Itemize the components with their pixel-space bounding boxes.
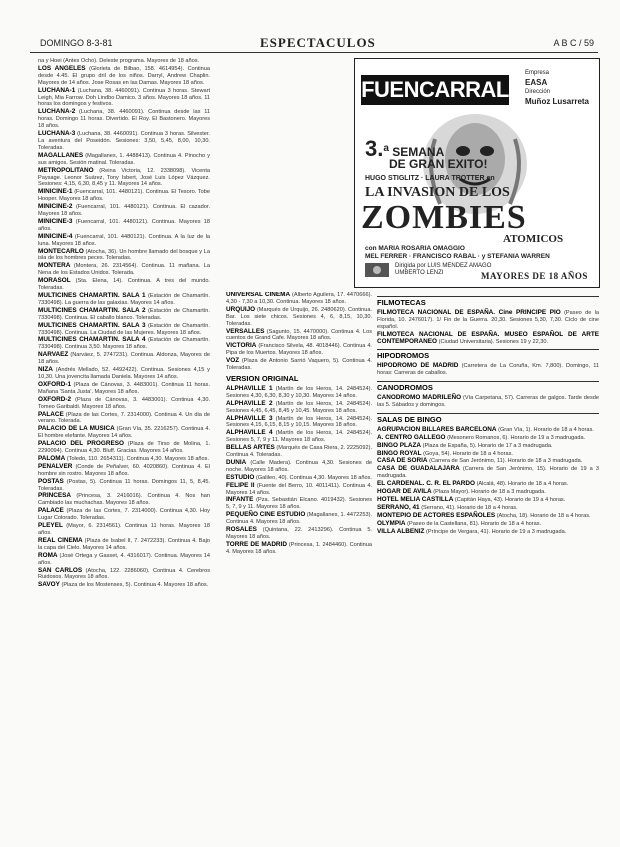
page-number: A B C / 59	[553, 38, 594, 48]
listing-details: (Alcalá, 48). Horario de 18 a 4 horas.	[476, 481, 569, 488]
venue-name: HOTEL MELIA CASTILLA	[377, 495, 454, 503]
listing-entry	[226, 527, 372, 541]
ad-director-name: Muñoz Lusarreta	[525, 97, 590, 106]
listing-entry	[38, 352, 210, 366]
listing-entry	[377, 332, 599, 346]
listing-entry	[226, 343, 372, 357]
ad-direccion-label: Dirección	[525, 89, 551, 95]
venue-name: ESTUDIO	[226, 473, 255, 481]
listing-entry	[377, 497, 599, 504]
venue-name: PLEYEL	[38, 522, 63, 530]
listing-details: (Estación de Chamartín. 7330498). Continua. El caballo blanco. Toleradas.	[38, 307, 210, 321]
venue-name: HOGAR DE AVILA	[377, 488, 432, 496]
issue-date: DOMINGO 8-3-81	[40, 38, 113, 48]
listing-details: (Plaza de España, 5). Horario de 17 a 3 madrugada.	[422, 442, 553, 449]
listing-details: (Atocha, 36). Un hombre llamado del bosque y La isla de los hombres peces. Toleradas.	[38, 248, 210, 262]
listing-details: (Plaza de las Cortes, 7. 2314000). Continua 4,30. Hoy Lugar Colorado. Toleradas.	[38, 508, 210, 522]
ad-cast-line2: MEL FERRER · FRANCISCO RABAL · y STEFANIA WARREN	[365, 253, 550, 260]
listing-entry	[226, 483, 372, 497]
listing-details: (Fuencarral, 101. 4480121). Continua. Mayores 18 años.	[38, 218, 210, 232]
venue-name: A. CENTRO GALLEGO	[377, 433, 446, 441]
listing-details: (Gran Vía, 35. 2216257). Continua 4. El hombre elefante. Mayores 14 años.	[38, 426, 210, 440]
ad-direction-credits	[395, 263, 491, 277]
listing-details: (Montera, 26. 2314564). Continua. 11 mañana. La Nena de los Estados Unidos. Tolerada.	[38, 263, 210, 277]
listing-entry	[38, 568, 210, 582]
listing-details: (Francisco Silvela, 48. 4018446). Continua 4. Pipa de los Muertos. Mayores 18 años.	[226, 343, 372, 357]
listing-details: (Magallanes, 1. 4472253). Continua 4. Mayores 18 años.	[226, 512, 372, 526]
listing-entry	[226, 445, 372, 459]
venue-name: PALACIO DEL PROGRESO	[38, 440, 124, 448]
venue-name: TORRE DE MADRID	[226, 540, 287, 548]
listing-details: (Martín de los Heros, 14. 2484524). Sesiones 4,15, 6,15, 8,15 y 10,15. Mayores 18 años.	[226, 415, 372, 429]
ad-age-rating: MAYORES DE 18 AÑOS	[481, 271, 588, 281]
venue-name: CANODROMO MADRILEÑO	[377, 394, 462, 402]
ad-week-banner	[365, 136, 488, 171]
venue-name: ALPHAVILLE 2	[226, 399, 273, 407]
ad-photo-thumbnail	[365, 263, 389, 277]
listing-entry	[226, 430, 372, 444]
venue-name: ALPHAVILLE 4	[226, 429, 273, 437]
listing-details: (Paseo de la Florida, 10. 2476017). 1/ Fin de la Guerra. 20,30. Sesiones 5,30, 7,30. Ciclo de cine español.	[377, 309, 599, 330]
section-heading: FILMOTECAS	[377, 296, 599, 307]
listing-details: (Fuente del Berro, 10. 4011411). Continua 4. Mayores 14 años.	[226, 482, 372, 496]
listing-details: (Atocha, 18). Horario de 18 a 4 horas.	[496, 512, 591, 519]
venue-name: LUCHANA-3	[38, 130, 76, 138]
venue-name: MINICINE-2	[38, 203, 73, 211]
venue-name: VICTORIA	[226, 342, 257, 350]
venue-name: MONTERA	[38, 262, 71, 270]
listing-details: (Serrano, 41). Horario de 18 a 4 horas.	[421, 504, 518, 511]
venue-name: ALPHAVILLE 1	[226, 384, 273, 392]
listing-details: (Martín de los Heros, 14. 2484524). Sesiones 4,30, 6,30, 8,30 y 10,30. Mayores 14 años.	[226, 385, 372, 399]
listing-details: (Plaza de Cánovas, 3. 4483001). Continua 11 horas. Mañana 'Santa Justa'. Mayores 18 años.	[38, 381, 210, 395]
listing-details: (Capitán Haya, 43). Horario de 19 a 4 horas.	[454, 496, 566, 503]
venue-name: OXFORD-2	[38, 395, 72, 403]
listing-entry	[377, 489, 599, 496]
ad-film-title-line2: ZOMBIES	[361, 199, 527, 236]
venue-name: PALACE	[38, 507, 64, 515]
listing-details: (Sta. Elena, 14). Continua. A tres del mundo. Toleradas.	[38, 278, 210, 292]
venue-name: MULTICINES CHAMARTIN. SALA 1	[38, 292, 146, 299]
listing-details: (Carrera de San Jerónimo, 11). Horario de 18 a 3 madrugada.	[429, 458, 583, 465]
listing-details: (Estación de Chamartín. 7330498). Continua 3,50. Mayores 18 años.	[38, 337, 210, 351]
venue-name: MINICINE-3	[38, 217, 73, 225]
venue-name: BELLAS ARTES	[226, 444, 275, 452]
listing-entry	[38, 397, 210, 411]
listing-details: (Estación de Chamartín. 7330498). La guerra de las galaxias. Mayores 14 años.	[38, 293, 210, 306]
venue-name: REAL CINEMA	[38, 536, 83, 544]
ad-company-info	[525, 69, 595, 107]
listing-entry	[377, 451, 599, 458]
listing-entry	[377, 529, 599, 536]
venue-name: LUCHANA-1	[38, 86, 76, 94]
listing-entry	[377, 505, 599, 512]
listing-details: (Goya, 54). Horario de 18 a 4 horas.	[423, 450, 513, 457]
listing-entry	[38, 508, 210, 522]
listing-details: (Luchana, 38. 4460091). Continua 3 horas. Stewart Leigh, Mia Farrow. Doh Lindbo Damico. 3 años. Mayores 18 años. 11 horas los domingos y festivos.	[38, 87, 210, 108]
ad-cast-line1: con MARIA ROSARIA OMAGGIO	[365, 245, 465, 252]
listing-entry	[38, 337, 210, 351]
listing-details: (Mayor, 6. 2314561). Continua 11 horas. Mayores 18 años.	[38, 523, 210, 536]
listing-entry	[38, 131, 210, 152]
listings-column-2	[226, 292, 372, 838]
section-heading: CANODROMOS	[377, 381, 599, 392]
listing-entry	[226, 329, 372, 343]
venue-name: MINICINE-4	[38, 232, 73, 240]
listing-entry	[226, 512, 372, 526]
listing-details: (Luchana, 38. 4460091). Continua 3 horas. Silvester. La aventura del Poseidón. Sesiones: 3,50, 5,45, 8,00, 10,30. Toleradas.	[38, 131, 210, 151]
listing-details: (Reina Victoria, 12. 2338098). Vicenta Paysage. Leonor Suárez, Tony Isbert, José Luis López Vázquez. Sesiones: 4,15, 6,30, 8,45 y 11. Mayores 14 años.	[38, 167, 210, 188]
ad-empresa-label: Empresa	[525, 70, 550, 76]
venue-name: LUCHANA-2	[38, 108, 76, 116]
section-title: ESPECTACULOS	[260, 35, 376, 50]
listing-entry	[226, 307, 372, 328]
listing-details: (Marqués de Urquijo, 26. 2480620). Continua. Bar. Los siete chicos. Sesiones 4, 6, 8,15, 10,30. Toleradas.	[226, 306, 372, 327]
venue-name: NARVAEZ	[38, 351, 69, 359]
venue-name: CASA DE SORIA	[377, 457, 428, 465]
venue-name: SAVOY	[38, 581, 60, 589]
venue-name: MAGALLANES	[38, 151, 84, 159]
listing-details: (Príncipe de Vergara, 41). Horario de 19 a 3 madrugada.	[426, 528, 567, 535]
listing-entry	[226, 497, 372, 511]
listing-details: (Ciudad Universitaria). Sesiones 19 y 22,30.	[438, 338, 549, 345]
venue-name: ALPHAVILLE 3	[226, 414, 273, 422]
venue-name: MONTEPIO DE ACTORES ESPAÑOLES	[377, 511, 496, 519]
listing-details: na y Hoei (Antes Ocho). Deleste programa. Mayores de 18 años.	[38, 58, 200, 64]
listing-entry	[226, 416, 372, 430]
listing-entry	[38, 538, 210, 552]
listing-entry	[38, 109, 210, 130]
listing-entry	[38, 493, 210, 507]
listing-entry	[226, 542, 372, 556]
listing-details: (Galileo, 40). Continua 4,30. Mayores 18 años.	[255, 474, 372, 481]
venue-name: DUNIA	[226, 458, 247, 466]
venue-name: FILMOTECA NACIONAL DE ESPAÑA. Cine PRINCIPE PIO	[377, 308, 561, 316]
venue-name: OLYMPIA	[377, 519, 406, 527]
listing-details: (Glorieta de Bilbao, 158. 4614954). Continua desde 4.45. El grupo dril de los niños. Darryl, Andrew Chaplin. Mayores de 14 años. Jose Rosas en las Damas. Mayores 18 años.	[38, 65, 210, 86]
listing-entry	[38, 382, 210, 396]
ad-week-line1: SEMANA	[392, 145, 445, 159]
listing-details: (Andrés Mellado, 52. 4492422). Continua. Sesiones 4,15 y 10,30. Una jovencita llamada Daniela. Mayores 14 años.	[38, 367, 210, 380]
listing-details: (Plaza de Isabel II, 7. 2472233). Continua 4. Bajo la capa del Cielo. Mayores 14 años.	[38, 537, 210, 551]
listing-entry	[38, 168, 210, 189]
listing-details: (Toledo, 110. 2654311). Continua 4,30. Mayores 18 años.	[66, 455, 209, 462]
listing-details: (Vía Carpetana, 57). Carreras de galgos. Tarde desde las 5. Sábados y domingos.	[377, 395, 599, 408]
listing-details: (Fuencarral, 101. 4480121). Continua. A la luz de la luna. Mayores 18 años.	[38, 233, 210, 247]
venue-name: VOZ	[226, 357, 240, 365]
listing-entry	[226, 358, 372, 372]
listing-entry	[38, 58, 210, 65]
listing-entry	[38, 204, 210, 218]
venue-name: MONTECARLO	[38, 247, 84, 255]
listing-entry	[38, 234, 210, 248]
listing-details: (Atocha, 122. 2286060). Continua 4. Cerebros Ruidosos. Mayores 18 años.	[38, 567, 210, 581]
listing-entry	[377, 521, 599, 528]
listings-column-1	[38, 58, 210, 838]
listing-entry	[377, 466, 599, 480]
listing-entry	[377, 363, 599, 377]
listing-details: (Fuencarral, 101. 4480121). Continua. El Tesoro. Tobe Hooper. Mayores 18 años.	[38, 189, 210, 203]
listing-entry	[38, 219, 210, 233]
section-heading: VERSION ORIGINAL	[226, 373, 299, 383]
venue-name: MULTICINES CHAMARTIN. SALA 4	[38, 336, 146, 344]
listing-details: (Plaza de Antonio Sarrió Vaquero, 5). Continua 4. Toleradas.	[226, 358, 372, 372]
listing-entry	[38, 553, 210, 567]
listing-entry	[38, 412, 210, 426]
venue-name: URQUIJO	[226, 305, 256, 313]
listing-entry	[377, 443, 599, 450]
listing-details: (Plaza Mayor). Horario de 18 a 3 madrugada.	[433, 489, 546, 496]
listing-details: (Martín de los Heros, 14. 2484524). Sesiones 4,45, 6,45, 8,45 y 10,45. Mayores 18 años.	[226, 400, 372, 414]
ad-cast	[365, 245, 593, 261]
venue-name: SAN CARLOS	[38, 566, 83, 574]
listing-details: (Sagunto, 15. 4470000). Continua 4. Los cuentos de Grand Cafe. Mayores 18 años.	[226, 328, 372, 342]
listing-details: (Quintana, 22. 2413296). Continua 5. Mayores 18 años.	[226, 527, 372, 540]
listing-entry	[38, 464, 210, 478]
listing-entry	[38, 456, 210, 463]
venue-name: ROMA	[38, 551, 58, 559]
listing-entry	[38, 66, 210, 87]
listing-entry	[377, 395, 599, 409]
listing-entry	[38, 308, 210, 322]
listing-details: (Marqués de Casa Riera, 2. 2225092). Continua 4. Toleradas.	[226, 445, 372, 459]
venue-name: SERRANO, 41	[377, 503, 420, 511]
listing-entry	[377, 481, 599, 488]
venue-name: MULTICINES CHAMARTIN. SALA 2	[38, 306, 146, 314]
ad-week-suffix: a	[383, 143, 389, 154]
venue-name: MULTICINES CHAMARTIN. SALA 3	[38, 321, 146, 329]
venue-name: PRINCESA	[38, 492, 72, 500]
listing-details: (Gran Vía, 1). Horario de 18 a 4 horas.	[498, 426, 594, 433]
listing-details: (Pza. Sebastián Elcano. 4019432). Sesiones 5, 7, 9 y 11. Mayores 18 años.	[226, 497, 372, 511]
listing-details: (Fuencarral, 101. 4480121). Continua. El cazador. Mayores 18 años.	[38, 204, 210, 218]
ad-cinema-name: FUENCARRAL	[361, 75, 509, 105]
venue-name: PEQUEÑO CINE ESTUDIO	[226, 511, 306, 519]
venue-name: BINGO ROYAL	[377, 449, 422, 457]
venue-name: MINICINE-1	[38, 188, 73, 196]
ad-week-line2: DE GRAN EXITO!	[389, 157, 488, 171]
listing-entry	[38, 293, 210, 307]
listing-details: (Luchana, 38. 4460091). Continua desde las 11 horas. Domingo 11 horas. Divertido. El Roy. El Bastonero. Mayores 18 años.	[38, 109, 210, 130]
listing-entry	[38, 153, 210, 167]
listing-details: (Carrera de San Jerónimo, 15). Horario de 19 a 3 madrugada.	[377, 466, 599, 480]
listing-entry	[226, 386, 372, 400]
listing-entry	[38, 189, 210, 203]
venue-name: ROSALES	[226, 526, 257, 534]
listings-column-3	[377, 292, 599, 838]
listing-entry	[377, 513, 599, 520]
venue-name: EL CARDENAL. C. R. EL PARDO	[377, 480, 475, 488]
ad-film-title-line1: LA INVASION DE LOS	[365, 185, 510, 200]
ad-empresa-name: EASA	[525, 78, 548, 87]
venue-name: PALOMA	[38, 454, 66, 462]
listing-entry	[226, 460, 372, 474]
venue-name: METROPOLITANO	[38, 166, 94, 174]
listing-entry	[226, 292, 372, 306]
venue-name: POSTAS	[38, 477, 64, 485]
listing-details: (Narváez, 5. 2747231). Continua. Aldonza, Mayores de 18 años.	[38, 352, 210, 366]
listing-entry	[377, 427, 599, 434]
listing-details: (Estación de Chamartín. 7330498). Continua. La Ciudad de las Mujeres. Mayores 18 años.	[38, 322, 210, 336]
listing-details: (Princesa, 1. 2484460). Continua 4. Mayores 18 años.	[226, 541, 372, 555]
listing-entry	[226, 401, 372, 415]
page-header	[30, 35, 598, 53]
listing-details: (Martín de los Heros, 14. 2484524). Sesiones 5, 7, 9 y 11. Mayores 18 años.	[226, 430, 372, 444]
listing-details: (Postas, 5). Continua 11 horas. Domingos 11, 5, 8,45. Toleradas.	[38, 478, 210, 492]
venue-name: INFANTE	[226, 496, 254, 504]
listing-details: (Plaza de los Mostenses, 5). Continua 4. Mayores 18 años.	[61, 582, 209, 589]
listing-entry	[377, 435, 599, 442]
listing-entry	[38, 278, 210, 292]
listing-details: (Paseo de la Castellana, 81). Horario de 18 a 4 horas.	[407, 520, 542, 527]
listing-details: (Plaza de Cánovas, 3. 4483001). Continua 4,30. Tomeo Garibaldi. Mayores 18 años.	[38, 396, 210, 410]
listing-entry	[377, 310, 599, 331]
venue-name: HIPODROMO DE MADRID	[377, 362, 459, 370]
listing-details: (José Ortega y Gasset, 4. 4316017). Continua. Mayores 14 años.	[38, 552, 210, 566]
listing-entry	[38, 88, 210, 109]
venue-name: VILLA ALBENIZ	[377, 527, 425, 535]
venue-name: BINGO PLAZA	[377, 441, 422, 449]
venue-name: AGRUPACION BILLARES BARCELONA	[377, 425, 497, 433]
venue-name: FILMOTECA NACIONAL DE ESPAÑA. MUSEO ESPAÑOL DE ARTE CONTEMPORANEO	[377, 330, 599, 345]
ad-credits: HUGO STIGLITZ · LAURA TROTTER en	[365, 175, 495, 182]
section-heading: SALAS DE BINGO	[377, 413, 599, 424]
venue-name: NIZA	[38, 366, 53, 374]
listing-details: (Carretera de La Coruña, Km. 7,800). Domingo, 11 horas: Carreras de caballos.	[377, 363, 599, 377]
listing-entry	[38, 263, 210, 277]
venue-name: UNIVERSAL CINEMA	[226, 292, 291, 298]
ad-week-number: 3.	[365, 136, 384, 161]
listing-entry	[38, 523, 210, 537]
venue-name: CASA DE GUADALAJARA	[377, 465, 460, 473]
listing-details: (Plaza de las Cortes, 7. 2314000). Continua 4. Un dia de verano. Tolerada.	[38, 411, 210, 425]
listing-entry	[38, 323, 210, 337]
listing-details: (Calle Madera). Continua 4,30. Sesiones de noche. Mayores 18 años.	[226, 459, 372, 473]
venue-name: VERSALLES	[226, 327, 265, 335]
listing-entry	[38, 249, 210, 263]
venue-name: PENALVER	[38, 462, 73, 470]
listing-entry	[38, 367, 210, 381]
listing-details: (Conde de Peñalver, 60. 4020860). Continua 4. El hombre sin rostro. Mayores 18 años.	[38, 463, 210, 477]
listing-entry	[38, 582, 210, 589]
listing-entry	[38, 479, 210, 493]
movie-advertisement	[354, 58, 600, 288]
listing-details: (Alberto Aguilera, 17. 4470666). 4,30 - 7,30 a 10,30. Continua. Mayores 18 años.	[226, 292, 372, 305]
listing-details: (Plaza de Tirso de Molina, 1. 2290094). Continua 4,30. Bluff. Gracias. Mayores 14 años.	[38, 441, 210, 455]
listing-entry	[38, 441, 210, 455]
listing-entry	[377, 458, 599, 465]
listing-details: (Princesa, 3. 2416016). Continua 4. Nos han Cambiado las muchachas. Mayores 18 años.	[38, 493, 210, 507]
ad-film-title-line3: ATOMICOS	[503, 233, 564, 245]
venue-name: PALACE	[38, 410, 64, 418]
ad-director-line2: UMBERTO LENZI	[395, 270, 444, 276]
section-heading: HIPODROMOS	[377, 349, 599, 360]
listing-details: (Mesonero Romanos, 6). Horario de 19 a 3 madrugada.	[447, 434, 586, 441]
venue-name: PALACIO DE LA MUSICA	[38, 425, 115, 433]
venue-name: OXFORD-1	[38, 380, 72, 388]
listing-details: (Magallanes, 1. 4488413). Continua 4. Pinocho y sus amigos. Sesión matinal. Toleradas.	[38, 152, 210, 166]
listing-entry	[38, 426, 210, 440]
listing-entry	[226, 475, 372, 482]
ad-director-line1: Dirigida por LUIS MENDEZ AMAGO	[395, 263, 492, 269]
venue-name: MORASOL	[38, 277, 71, 285]
venue-name: LOS ANGELES	[38, 64, 86, 72]
venue-name: FELIPE II	[226, 481, 255, 489]
